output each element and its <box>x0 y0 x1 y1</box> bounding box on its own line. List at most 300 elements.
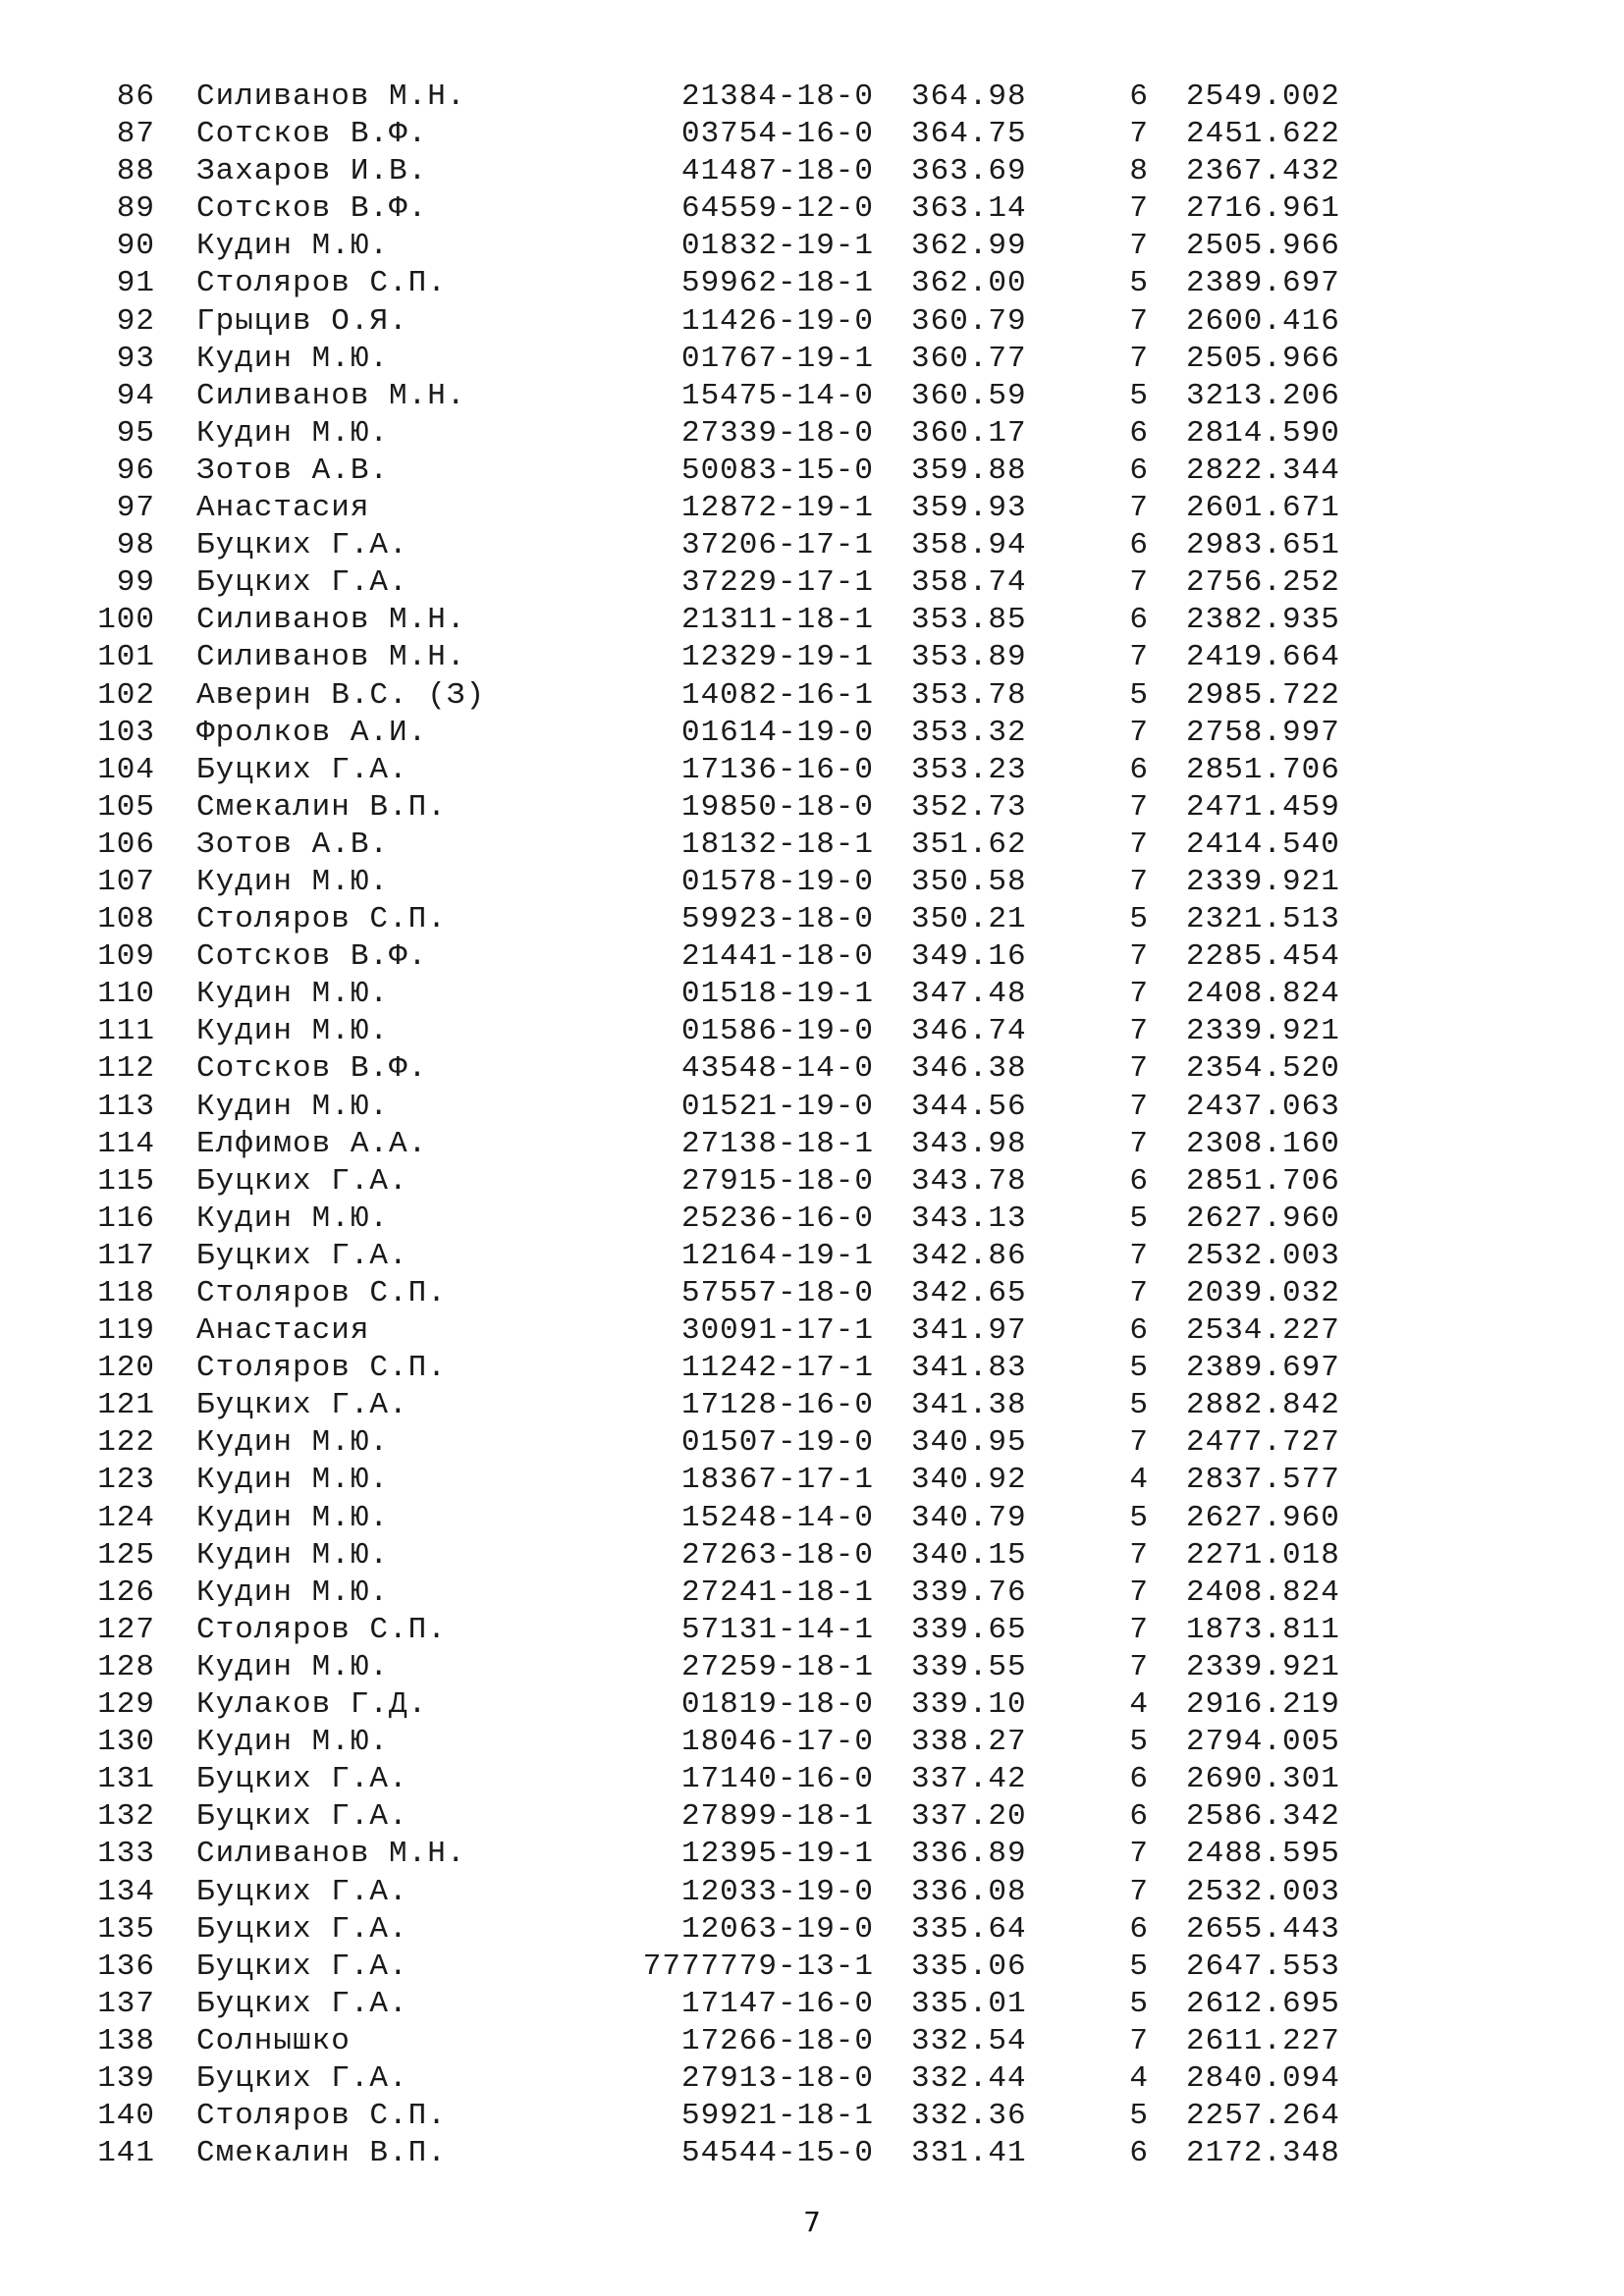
row-code: 50083-15-0 <box>680 453 874 488</box>
row-code: 41487-18-0 <box>680 154 874 189</box>
list-item <box>0 1089 1624 1126</box>
row-number: 133 <box>97 1837 155 1872</box>
row-number: 137 <box>97 1986 155 2021</box>
row-name: Силиванов М.Н. <box>196 603 466 638</box>
row-value: 341.83 <box>911 1351 1027 1386</box>
row-total: 2601.671 <box>1186 491 1340 526</box>
row-code: 18132-18-1 <box>680 827 874 862</box>
row-number: 123 <box>97 1463 155 1498</box>
row-code: 57557-18-0 <box>680 1276 874 1310</box>
row-name: Кудин М.Ю. <box>196 1649 390 1684</box>
list-item <box>0 677 1624 715</box>
row-name: Зотов А.В. <box>196 453 390 488</box>
list-item <box>0 453 1624 490</box>
row-name: Сотсков В.Ф. <box>196 939 428 975</box>
row-total: 2382.935 <box>1186 603 1340 638</box>
row-number: 104 <box>97 752 155 787</box>
row-count: 6 <box>1129 1799 1149 1835</box>
row-value: 336.89 <box>911 1837 1027 1872</box>
row-value: 363.14 <box>911 191 1027 227</box>
row-code: 12063-19-0 <box>680 1911 874 1947</box>
row-value: 360.77 <box>911 341 1027 376</box>
row-total: 2756.252 <box>1186 565 1340 601</box>
row-count: 6 <box>1129 453 1149 488</box>
row-code: 01507-19-0 <box>680 1425 874 1461</box>
list-item <box>0 1986 1624 2023</box>
row-value: 363.69 <box>911 154 1027 189</box>
row-number: 138 <box>97 2023 155 2058</box>
row-number: 87 <box>116 117 155 152</box>
row-name: Смекалин В.П. <box>196 2136 447 2171</box>
row-total: 2257.264 <box>1186 2099 1340 2134</box>
row-count: 7 <box>1129 1126 1149 1161</box>
row-number: 88 <box>116 154 155 189</box>
row-code: 27138-18-1 <box>680 1126 874 1161</box>
row-code: 14082-16-1 <box>680 677 874 713</box>
row-count: 7 <box>1129 1425 1149 1461</box>
row-number: 125 <box>97 1537 155 1573</box>
row-number: 103 <box>97 715 155 750</box>
row-total: 2851.706 <box>1186 752 1340 787</box>
row-count: 6 <box>1129 1762 1149 1797</box>
row-total: 2758.997 <box>1186 715 1340 750</box>
row-value: 335.06 <box>911 1949 1027 1984</box>
row-number: 100 <box>97 603 155 638</box>
row-name: Столяров С.П. <box>196 1276 447 1310</box>
row-name: Столяров С.П. <box>196 1351 447 1386</box>
row-total: 2339.921 <box>1186 1649 1340 1684</box>
list-item <box>0 1350 1624 1387</box>
row-count: 8 <box>1129 154 1149 189</box>
row-number: 121 <box>97 1388 155 1423</box>
row-name: Кудин М.Ю. <box>196 1014 390 1049</box>
row-total: 2505.966 <box>1186 229 1340 264</box>
row-name: Буцких Г.А. <box>196 2060 408 2096</box>
row-name: Кудин М.Ю. <box>196 229 390 264</box>
list-item <box>0 715 1624 752</box>
row-count: 7 <box>1129 191 1149 227</box>
row-total: 2549.002 <box>1186 80 1340 114</box>
row-count: 7 <box>1129 1837 1149 1872</box>
row-code: 01767-19-1 <box>680 341 874 376</box>
list-item <box>0 864 1624 901</box>
row-count: 7 <box>1129 1089 1149 1124</box>
row-total: 2339.921 <box>1186 864 1340 899</box>
row-code: 18367-17-1 <box>680 1463 874 1498</box>
list-item <box>0 1312 1624 1350</box>
list-item <box>0 789 1624 827</box>
row-name: Столяров С.П. <box>196 2099 447 2134</box>
row-name: Грыцив О.Я. <box>196 303 408 339</box>
row-value: 335.64 <box>911 1911 1027 1947</box>
row-name: Буцких Г.А. <box>196 752 408 787</box>
list-item <box>0 1798 1624 1836</box>
row-value: 332.44 <box>911 2060 1027 2096</box>
row-total: 2532.003 <box>1186 1874 1340 1909</box>
row-count: 7 <box>1129 229 1149 264</box>
row-name: Буцких Г.А. <box>196 1986 408 2021</box>
row-code: 03754-16-0 <box>680 117 874 152</box>
row-name: Сотсков В.Ф. <box>196 1051 428 1087</box>
list-item <box>0 564 1624 602</box>
row-value: 353.85 <box>911 603 1027 638</box>
row-total: 2339.921 <box>1186 1014 1340 1049</box>
row-number: 141 <box>97 2136 155 2171</box>
row-value: 364.75 <box>911 117 1027 152</box>
row-code: 21384-18-0 <box>680 80 874 114</box>
row-value: 364.98 <box>911 80 1027 114</box>
row-value: 332.36 <box>911 2099 1027 2134</box>
row-count: 7 <box>1129 1537 1149 1573</box>
list-item <box>0 1163 1624 1201</box>
row-code: 57131-14-1 <box>680 1612 874 1647</box>
row-code: 12033-19-0 <box>680 1874 874 1909</box>
row-value: 340.79 <box>911 1500 1027 1535</box>
row-value: 358.94 <box>911 528 1027 563</box>
row-count: 4 <box>1129 1463 1149 1498</box>
row-total: 2840.094 <box>1186 2060 1340 2096</box>
list-item <box>0 976 1624 1013</box>
row-count: 6 <box>1129 2136 1149 2171</box>
row-number: 97 <box>116 491 155 526</box>
row-total: 2419.664 <box>1186 640 1340 675</box>
row-code: 21311-18-1 <box>680 603 874 638</box>
list-item <box>0 265 1624 302</box>
row-count: 5 <box>1129 1725 1149 1760</box>
row-name: Кудин М.Ю. <box>196 1575 390 1610</box>
row-number: 99 <box>116 565 155 601</box>
row-code: 27915-18-0 <box>680 1163 874 1199</box>
row-total: 2437.063 <box>1186 1089 1340 1124</box>
row-count: 7 <box>1129 303 1149 339</box>
row-name: Кудин М.Ю. <box>196 977 390 1012</box>
row-total: 1873.811 <box>1186 1612 1340 1647</box>
row-value: 360.79 <box>911 303 1027 339</box>
row-count: 5 <box>1129 378 1149 413</box>
list-item <box>0 1874 1624 1911</box>
row-code: 01832-19-1 <box>680 229 874 264</box>
row-number: 94 <box>116 378 155 413</box>
row-code: 17128-16-0 <box>680 1388 874 1423</box>
row-value: 337.20 <box>911 1799 1027 1835</box>
row-count: 6 <box>1129 603 1149 638</box>
row-value: 337.42 <box>911 1762 1027 1797</box>
row-code: 17136-16-0 <box>680 752 874 787</box>
row-value: 338.27 <box>911 1725 1027 1760</box>
list-item <box>0 190 1624 228</box>
row-total: 2655.443 <box>1186 1911 1340 1947</box>
row-count: 4 <box>1129 2060 1149 2096</box>
row-code: 64559-12-0 <box>680 191 874 227</box>
list-item <box>0 1761 1624 1798</box>
list-item <box>0 1500 1624 1537</box>
list-item <box>0 1275 1624 1312</box>
row-total: 2451.622 <box>1186 117 1340 152</box>
row-value: 344.56 <box>911 1089 1027 1124</box>
row-name: Сотсков В.Ф. <box>196 191 428 227</box>
row-code: 18046-17-0 <box>680 1725 874 1760</box>
row-number: 108 <box>97 902 155 937</box>
row-number: 90 <box>116 229 155 264</box>
row-value: 360.17 <box>911 415 1027 451</box>
row-count: 7 <box>1129 864 1149 899</box>
row-number: 126 <box>97 1575 155 1610</box>
row-name: Буцких Г.А. <box>196 1238 408 1273</box>
row-code: 54544-15-0 <box>680 2136 874 2171</box>
list-item <box>0 901 1624 938</box>
row-code: 12164-19-1 <box>680 1238 874 1273</box>
row-total: 2647.553 <box>1186 1949 1340 1984</box>
row-count: 7 <box>1129 117 1149 152</box>
row-name: Кулаков Г.Д. <box>196 1687 428 1723</box>
row-number: 135 <box>97 1911 155 1947</box>
row-name: Кудин М.Ю. <box>196 1500 390 1535</box>
list-item <box>0 1649 1624 1686</box>
list-item <box>0 1013 1624 1050</box>
list-item <box>0 1126 1624 1163</box>
row-number: 98 <box>116 528 155 563</box>
row-total: 2488.595 <box>1186 1837 1340 1872</box>
row-number: 112 <box>97 1051 155 1087</box>
row-code: 21441-18-0 <box>680 939 874 975</box>
row-total: 2882.842 <box>1186 1388 1340 1423</box>
row-number: 122 <box>97 1425 155 1461</box>
row-value: 351.62 <box>911 827 1027 862</box>
row-number: 140 <box>97 2099 155 2134</box>
row-number: 105 <box>97 789 155 825</box>
row-count: 5 <box>1129 1949 1149 1984</box>
list-item <box>0 79 1624 116</box>
list-item <box>0 303 1624 341</box>
row-count: 5 <box>1129 266 1149 301</box>
row-number: 127 <box>97 1612 155 1647</box>
row-total: 2354.520 <box>1186 1051 1340 1087</box>
row-number: 117 <box>97 1238 155 1273</box>
row-name: Кудин М.Ю. <box>196 415 390 451</box>
row-value: 353.78 <box>911 677 1027 713</box>
row-total: 2285.454 <box>1186 939 1340 975</box>
row-number: 136 <box>97 1949 155 1984</box>
row-name: Кудин М.Ю. <box>196 1425 390 1461</box>
row-number: 96 <box>116 453 155 488</box>
row-count: 7 <box>1129 939 1149 975</box>
row-total: 2627.960 <box>1186 1500 1340 1535</box>
row-code: 15248-14-0 <box>680 1500 874 1535</box>
row-count: 5 <box>1129 1500 1149 1535</box>
row-value: 362.00 <box>911 266 1027 301</box>
list-item <box>0 116 1624 153</box>
list-item <box>0 602 1624 639</box>
list-item <box>0 2023 1624 2060</box>
row-name: Кудин М.Ю. <box>196 1201 390 1236</box>
list-item <box>0 2098 1624 2135</box>
row-name: Буцких Г.А. <box>196 1762 408 1797</box>
row-code: 19850-18-0 <box>680 789 874 825</box>
list-item <box>0 341 1624 378</box>
row-value: 335.01 <box>911 1986 1027 2021</box>
row-count: 7 <box>1129 977 1149 1012</box>
row-code: 11242-17-1 <box>680 1351 874 1386</box>
row-value: 350.21 <box>911 902 1027 937</box>
row-total: 2271.018 <box>1186 1537 1340 1573</box>
row-value: 340.92 <box>911 1463 1027 1498</box>
row-total: 2814.590 <box>1186 415 1340 451</box>
row-total: 2627.960 <box>1186 1201 1340 1236</box>
row-count: 6 <box>1129 1163 1149 1199</box>
row-name: Аверин В.С. (З) <box>196 677 486 713</box>
row-name: Сотсков В.Ф. <box>196 117 428 152</box>
row-code: 11426-19-0 <box>680 303 874 339</box>
row-value: 358.74 <box>911 565 1027 601</box>
row-name: Силиванов М.Н. <box>196 80 466 114</box>
list-item <box>0 2060 1624 2098</box>
row-count: 5 <box>1129 1388 1149 1423</box>
row-count: 6 <box>1129 80 1149 114</box>
row-value: 342.65 <box>911 1276 1027 1310</box>
list-item <box>0 490 1624 527</box>
row-count: 7 <box>1129 1612 1149 1647</box>
row-number: 128 <box>97 1649 155 1684</box>
row-total: 2039.032 <box>1186 1276 1340 1310</box>
row-code: 01521-19-0 <box>680 1089 874 1124</box>
list-item <box>0 378 1624 415</box>
row-value: 353.32 <box>911 715 1027 750</box>
row-name: Елфимов А.А. <box>196 1126 428 1161</box>
row-count: 7 <box>1129 565 1149 601</box>
row-name: Буцких Г.А. <box>196 1799 408 1835</box>
row-value: 359.88 <box>911 453 1027 488</box>
row-number: 93 <box>116 341 155 376</box>
row-name: Буцких Г.А. <box>196 565 408 601</box>
row-name: Столяров С.П. <box>196 266 447 301</box>
row-code: 27259-18-1 <box>680 1649 874 1684</box>
row-value: 343.98 <box>911 1126 1027 1161</box>
row-code: 59921-18-1 <box>680 2099 874 2134</box>
row-name: Силиванов М.Н. <box>196 640 466 675</box>
list-item <box>0 527 1624 564</box>
row-number: 129 <box>97 1687 155 1723</box>
row-value: 340.95 <box>911 1425 1027 1461</box>
row-value: 352.73 <box>911 789 1027 825</box>
row-name: Буцких Г.А. <box>196 528 408 563</box>
row-code: 7777779-13-1 <box>642 1949 874 1984</box>
row-count: 5 <box>1129 1986 1149 2021</box>
row-total: 3213.206 <box>1186 378 1340 413</box>
row-number: 132 <box>97 1799 155 1835</box>
list-item <box>0 639 1624 676</box>
row-count: 5 <box>1129 1201 1149 1236</box>
row-total: 2172.348 <box>1186 2136 1340 2171</box>
list-item <box>0 1911 1624 1949</box>
row-count: 7 <box>1129 1276 1149 1310</box>
row-code: 01518-19-1 <box>680 977 874 1012</box>
list-item <box>0 1462 1624 1499</box>
row-name: Солнышко <box>196 2023 351 2058</box>
row-name: Кудин М.Ю. <box>196 1725 390 1760</box>
row-count: 7 <box>1129 2023 1149 2058</box>
row-code: 12872-19-1 <box>680 491 874 526</box>
row-total: 2586.342 <box>1186 1799 1340 1835</box>
row-number: 113 <box>97 1089 155 1124</box>
row-number: 89 <box>116 191 155 227</box>
row-name: Столяров С.П. <box>196 1612 447 1647</box>
list-item <box>0 1836 1624 1873</box>
row-code: 27899-18-1 <box>680 1799 874 1835</box>
row-name: Буцких Г.А. <box>196 1874 408 1909</box>
row-count: 7 <box>1129 827 1149 862</box>
row-name: Кудин М.Ю. <box>196 1089 390 1124</box>
row-value: 350.58 <box>911 864 1027 899</box>
row-name: Захаров И.В. <box>196 154 428 189</box>
row-value: 346.74 <box>911 1014 1027 1049</box>
row-count: 7 <box>1129 789 1149 825</box>
row-value: 332.54 <box>911 2023 1027 2058</box>
row-name: Силиванов М.Н. <box>196 1837 466 1872</box>
row-total: 2505.966 <box>1186 341 1340 376</box>
row-value: 346.38 <box>911 1051 1027 1087</box>
row-total: 2690.301 <box>1186 1762 1340 1797</box>
list-item <box>0 1238 1624 1275</box>
row-number: 120 <box>97 1351 155 1386</box>
row-value: 339.55 <box>911 1649 1027 1684</box>
row-value: 336.08 <box>911 1874 1027 1909</box>
row-code: 59923-18-0 <box>680 902 874 937</box>
row-count: 7 <box>1129 1238 1149 1273</box>
list-item <box>0 415 1624 453</box>
row-total: 2851.706 <box>1186 1163 1340 1199</box>
row-value: 353.89 <box>911 640 1027 675</box>
list-item <box>0 938 1624 976</box>
row-code: 12329-19-1 <box>680 640 874 675</box>
row-total: 2532.003 <box>1186 1238 1340 1273</box>
row-value: 339.10 <box>911 1687 1027 1723</box>
results-list <box>0 79 1624 2172</box>
list-item <box>0 1050 1624 1088</box>
row-value: 340.15 <box>911 1537 1027 1573</box>
list-item <box>0 1387 1624 1424</box>
row-number: 107 <box>97 864 155 899</box>
row-value: 362.99 <box>911 229 1027 264</box>
row-count: 5 <box>1129 677 1149 713</box>
row-number: 102 <box>97 677 155 713</box>
row-code: 27241-18-1 <box>680 1575 874 1610</box>
page-number: 7 <box>803 2206 821 2238</box>
row-total: 2534.227 <box>1186 1313 1340 1349</box>
row-name: Кудин М.Ю. <box>196 1537 390 1573</box>
row-total: 2822.344 <box>1186 453 1340 488</box>
row-count: 7 <box>1129 1014 1149 1049</box>
list-item <box>0 1949 1624 1986</box>
row-number: 139 <box>97 2060 155 2096</box>
row-count: 7 <box>1129 491 1149 526</box>
row-code: 43548-14-0 <box>680 1051 874 1087</box>
row-code: 17140-16-0 <box>680 1762 874 1797</box>
row-code: 01819-18-0 <box>680 1687 874 1723</box>
list-item <box>0 1201 1624 1238</box>
list-item <box>0 827 1624 864</box>
row-number: 114 <box>97 1126 155 1161</box>
row-count: 6 <box>1129 528 1149 563</box>
list-item <box>0 752 1624 789</box>
row-total: 2985.722 <box>1186 677 1340 713</box>
row-total: 2414.540 <box>1186 827 1340 862</box>
row-total: 2600.416 <box>1186 303 1340 339</box>
row-number: 118 <box>97 1276 155 1310</box>
row-name: Зотов А.В. <box>196 827 390 862</box>
row-count: 6 <box>1129 415 1149 451</box>
row-code: 37206-17-1 <box>680 528 874 563</box>
row-value: 339.76 <box>911 1575 1027 1610</box>
